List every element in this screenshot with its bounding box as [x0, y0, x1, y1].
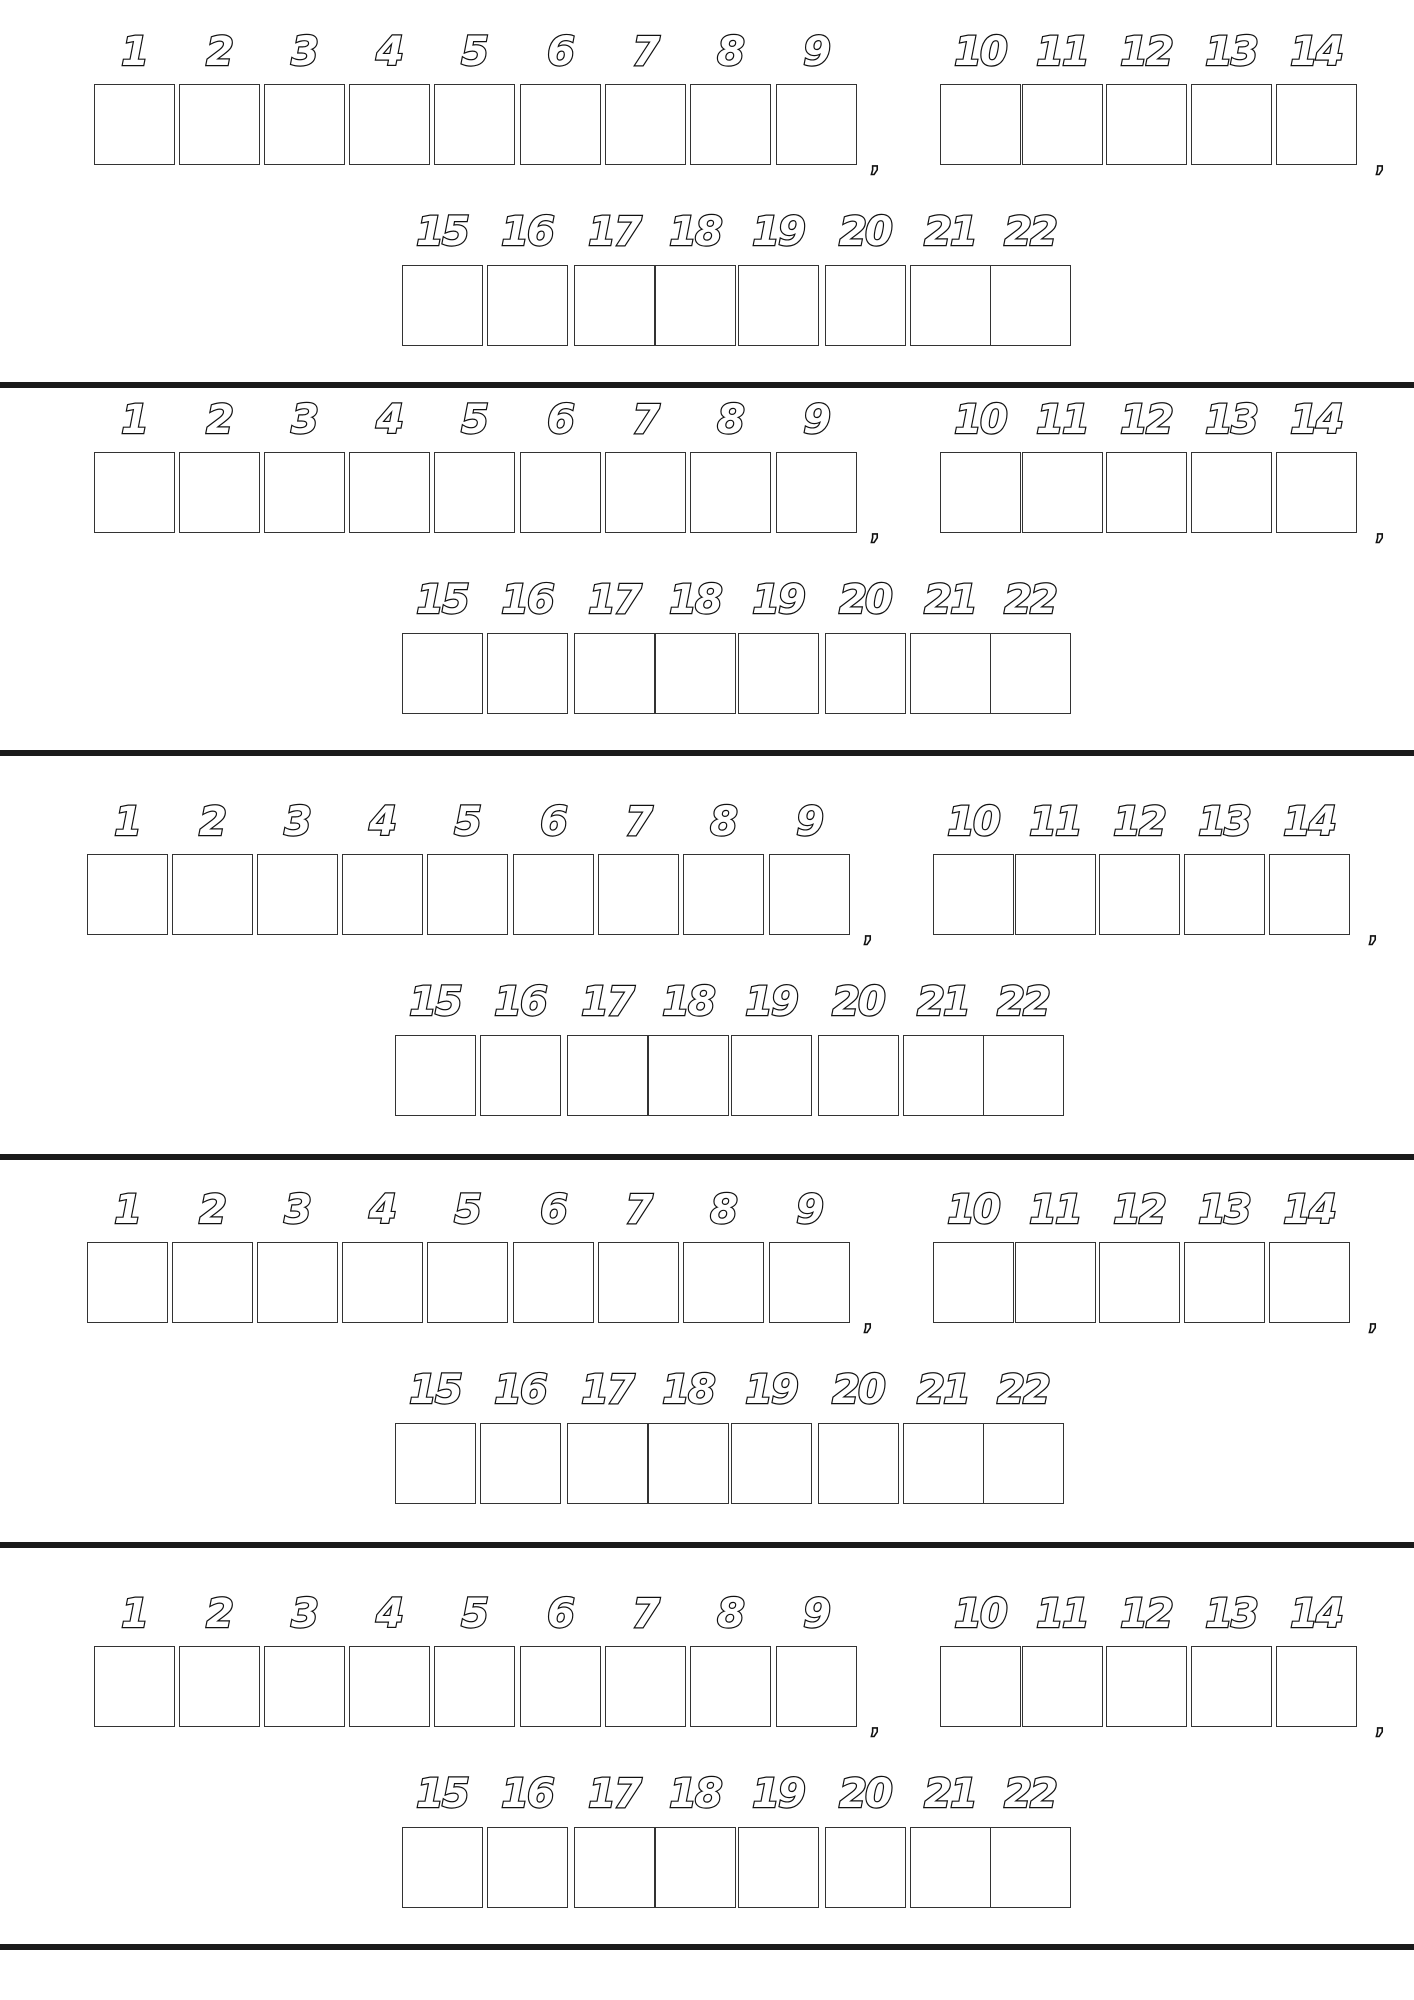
field-number-label: 21: [924, 209, 976, 255]
field-number-label: 4: [376, 1591, 402, 1637]
field-number-label: 8: [717, 397, 743, 443]
field-number-label: 18: [662, 1367, 714, 1413]
field-number-label: 20: [832, 979, 884, 1025]
field-number-label: 21: [917, 1367, 969, 1413]
separator-mark: ,: [1375, 148, 1385, 178]
entry-box[interactable]: [776, 84, 857, 165]
field-number-label: 18: [662, 979, 714, 1025]
field-number-label: 2: [206, 1591, 232, 1637]
field-number-label: 2: [199, 799, 225, 845]
entry-box[interactable]: [402, 265, 483, 346]
field-number-label: 17: [581, 979, 633, 1025]
field-number-label: 13: [1198, 799, 1250, 845]
entry-box[interactable]: [574, 633, 655, 714]
field-number-label: 21: [917, 979, 969, 1025]
field-number-label: 11: [1036, 397, 1088, 443]
field-number-label: 12: [1120, 397, 1172, 443]
entry-box[interactable]: [574, 1827, 655, 1908]
field-number-label: 18: [669, 1771, 721, 1817]
entry-box[interactable]: [738, 633, 819, 714]
entry-box[interactable]: [480, 1423, 561, 1504]
field-number-label: 8: [717, 29, 743, 75]
entry-box[interactable]: [1022, 1646, 1103, 1727]
entry-box[interactable]: [933, 854, 1014, 935]
separator-mark: ,: [1368, 1306, 1378, 1336]
entry-box[interactable]: [94, 452, 175, 533]
field-number-label: 6: [547, 397, 573, 443]
entry-box[interactable]: [487, 1827, 568, 1908]
field-number-label: 9: [803, 1591, 829, 1637]
entry-box[interactable]: [1106, 84, 1187, 165]
field-number-label: 17: [588, 577, 640, 623]
field-number-label: 12: [1120, 29, 1172, 75]
field-number-label: 18: [669, 209, 721, 255]
entry-box[interactable]: [825, 265, 906, 346]
entry-box[interactable]: [683, 1242, 764, 1323]
field-number-label: 8: [710, 1187, 736, 1233]
field-number-label: 7: [632, 397, 658, 443]
entry-box[interactable]: [1015, 1242, 1096, 1323]
field-number-label: 8: [710, 799, 736, 845]
field-number-label: 12: [1113, 799, 1165, 845]
entry-box[interactable]: [598, 854, 679, 935]
field-number-label: 19: [745, 979, 797, 1025]
entry-box[interactable]: [520, 452, 601, 533]
entry-box[interactable]: [427, 854, 508, 935]
separator-mark: ,: [870, 148, 880, 178]
field-number-label: 22: [997, 1367, 1049, 1413]
field-number-label: 10: [954, 1591, 1006, 1637]
field-number-label: 3: [284, 799, 310, 845]
entry-box[interactable]: [179, 452, 260, 533]
entry-box[interactable]: [342, 1242, 423, 1323]
field-number-label: 15: [409, 979, 461, 1025]
entry-box[interactable]: [172, 854, 253, 935]
entry-box[interactable]: [825, 1827, 906, 1908]
entry-box[interactable]: [910, 265, 991, 346]
field-number-label: 6: [540, 1187, 566, 1233]
entry-box[interactable]: [738, 265, 819, 346]
entry-box[interactable]: [598, 1242, 679, 1323]
entry-box[interactable]: [434, 1646, 515, 1727]
entry-box[interactable]: [605, 452, 686, 533]
field-number-label: 3: [284, 1187, 310, 1233]
field-number-label: 18: [669, 577, 721, 623]
form-section: [0, 368, 1414, 708]
field-number-label: 19: [752, 209, 804, 255]
field-number-label: 11: [1036, 1591, 1088, 1637]
field-number-label: 14: [1290, 29, 1342, 75]
entry-box[interactable]: [683, 854, 764, 935]
entry-box[interactable]: [910, 633, 991, 714]
field-number-label: 20: [839, 1771, 891, 1817]
entry-box[interactable]: [257, 1242, 338, 1323]
entry-box[interactable]: [264, 84, 345, 165]
entry-box[interactable]: [487, 633, 568, 714]
entry-box[interactable]: [567, 1035, 648, 1116]
separator-mark: ,: [870, 516, 880, 546]
entry-box[interactable]: [690, 452, 771, 533]
entry-box[interactable]: [434, 452, 515, 533]
field-number-label: 9: [803, 29, 829, 75]
field-number-label: 5: [461, 1591, 487, 1637]
entry-box[interactable]: [769, 1242, 850, 1323]
entry-box[interactable]: [434, 84, 515, 165]
field-number-label: 13: [1198, 1187, 1250, 1233]
field-number-label: 10: [954, 397, 1006, 443]
field-number-label: 11: [1029, 1187, 1081, 1233]
field-number-label: 16: [501, 209, 553, 255]
field-number-label: 14: [1290, 397, 1342, 443]
form-section: [0, 770, 1407, 1110]
field-number-label: 5: [461, 29, 487, 75]
field-number-label: 21: [924, 1771, 976, 1817]
field-number-label: 7: [625, 1187, 651, 1233]
entry-box[interactable]: [940, 1646, 1021, 1727]
separator-mark: ,: [863, 1306, 873, 1336]
form-section: [0, 1562, 1414, 1902]
entry-box[interactable]: [990, 265, 1071, 346]
entry-box[interactable]: [1184, 1242, 1265, 1323]
form-section: [0, 0, 1414, 340]
entry-box[interactable]: [769, 854, 850, 935]
entry-box[interactable]: [1099, 854, 1180, 935]
entry-box[interactable]: [825, 633, 906, 714]
field-number-label: 15: [416, 209, 468, 255]
field-number-label: 14: [1283, 1187, 1335, 1233]
entry-box[interactable]: [402, 633, 483, 714]
field-number-label: 14: [1290, 1591, 1342, 1637]
entry-box[interactable]: [574, 265, 655, 346]
entry-box[interactable]: [513, 1242, 594, 1323]
form-section: [0, 1158, 1407, 1498]
section-divider: [0, 1154, 1414, 1160]
entry-box[interactable]: [903, 1035, 984, 1116]
entry-box[interactable]: [738, 1827, 819, 1908]
entry-box[interactable]: [1269, 1242, 1350, 1323]
field-number-label: 1: [121, 397, 147, 443]
entry-box[interactable]: [776, 452, 857, 533]
separator-mark: ,: [1375, 516, 1385, 546]
entry-box[interactable]: [648, 1035, 729, 1116]
entry-box[interactable]: [94, 84, 175, 165]
field-number-label: 10: [947, 1187, 999, 1233]
entry-box[interactable]: [567, 1423, 648, 1504]
field-number-label: 4: [376, 29, 402, 75]
field-number-label: 22: [997, 979, 1049, 1025]
entry-box[interactable]: [940, 452, 1021, 533]
entry-box[interactable]: [1022, 452, 1103, 533]
entry-box[interactable]: [648, 1423, 729, 1504]
field-number-label: 15: [409, 1367, 461, 1413]
entry-box[interactable]: [179, 84, 260, 165]
field-number-label: 4: [376, 397, 402, 443]
field-number-label: 17: [581, 1367, 633, 1413]
section-divider: [0, 1944, 1414, 1950]
field-number-label: 16: [501, 1771, 553, 1817]
entry-box[interactable]: [940, 84, 1021, 165]
entry-box[interactable]: [655, 1827, 736, 1908]
entry-box[interactable]: [983, 1423, 1064, 1504]
field-number-label: 20: [839, 209, 891, 255]
entry-box[interactable]: [342, 854, 423, 935]
field-number-label: 4: [369, 1187, 395, 1233]
field-number-label: 22: [1004, 209, 1056, 255]
section-divider: [0, 1542, 1414, 1548]
entry-box[interactable]: [690, 1646, 771, 1727]
entry-box[interactable]: [264, 1646, 345, 1727]
entry-box[interactable]: [257, 854, 338, 935]
separator-mark: ,: [1375, 1710, 1385, 1740]
entry-box[interactable]: [395, 1035, 476, 1116]
entry-box[interactable]: [395, 1423, 476, 1504]
entry-box[interactable]: [1184, 854, 1265, 935]
field-number-label: 3: [291, 397, 317, 443]
separator-mark: ,: [870, 1710, 880, 1740]
entry-box[interactable]: [179, 1646, 260, 1727]
field-number-label: 6: [547, 29, 573, 75]
entry-box[interactable]: [605, 1646, 686, 1727]
entry-box[interactable]: [487, 265, 568, 346]
entry-box[interactable]: [264, 452, 345, 533]
field-number-label: 16: [494, 1367, 546, 1413]
field-number-label: 1: [121, 29, 147, 75]
field-number-label: 19: [745, 1367, 797, 1413]
entry-box[interactable]: [605, 84, 686, 165]
field-number-label: 17: [588, 1771, 640, 1817]
field-number-label: 16: [501, 577, 553, 623]
field-number-label: 6: [540, 799, 566, 845]
section-divider: [0, 382, 1414, 388]
entry-box[interactable]: [1106, 452, 1187, 533]
field-number-label: 5: [454, 1187, 480, 1233]
field-number-label: 2: [199, 1187, 225, 1233]
entry-box[interactable]: [1015, 854, 1096, 935]
field-number-label: 21: [924, 577, 976, 623]
field-number-label: 1: [114, 1187, 140, 1233]
entry-box[interactable]: [87, 854, 168, 935]
entry-box[interactable]: [818, 1035, 899, 1116]
entry-box[interactable]: [990, 633, 1071, 714]
field-number-label: 19: [752, 1771, 804, 1817]
field-number-label: 6: [547, 1591, 573, 1637]
field-number-label: 13: [1205, 29, 1257, 75]
entry-box[interactable]: [1276, 1646, 1357, 1727]
field-number-label: 17: [588, 209, 640, 255]
entry-box[interactable]: [933, 1242, 1014, 1323]
entry-box[interactable]: [1276, 84, 1357, 165]
entry-box[interactable]: [513, 854, 594, 935]
entry-box[interactable]: [990, 1827, 1071, 1908]
entry-box[interactable]: [1106, 1646, 1187, 1727]
entry-box[interactable]: [655, 633, 736, 714]
field-number-label: 19: [752, 577, 804, 623]
field-number-label: 10: [947, 799, 999, 845]
field-number-label: 4: [369, 799, 395, 845]
field-number-label: 10: [954, 29, 1006, 75]
entry-box[interactable]: [1191, 1646, 1272, 1727]
entry-box[interactable]: [349, 452, 430, 533]
field-number-label: 5: [454, 799, 480, 845]
entry-box[interactable]: [983, 1035, 1064, 1116]
entry-box[interactable]: [520, 1646, 601, 1727]
entry-box[interactable]: [776, 1646, 857, 1727]
entry-box[interactable]: [1191, 452, 1272, 533]
entry-box[interactable]: [427, 1242, 508, 1323]
entry-box[interactable]: [655, 265, 736, 346]
field-number-label: 3: [291, 29, 317, 75]
entry-box[interactable]: [172, 1242, 253, 1323]
field-number-label: 13: [1205, 1591, 1257, 1637]
entry-box[interactable]: [520, 84, 601, 165]
field-number-label: 22: [1004, 1771, 1056, 1817]
field-number-label: 7: [625, 799, 651, 845]
field-number-label: 11: [1029, 799, 1081, 845]
entry-box[interactable]: [1276, 452, 1357, 533]
field-number-label: 15: [416, 577, 468, 623]
entry-box[interactable]: [349, 1646, 430, 1727]
field-number-label: 1: [114, 799, 140, 845]
entry-box[interactable]: [731, 1423, 812, 1504]
entry-box[interactable]: [818, 1423, 899, 1504]
entry-box[interactable]: [1191, 84, 1272, 165]
field-number-label: 2: [206, 397, 232, 443]
entry-box[interactable]: [402, 1827, 483, 1908]
field-number-label: 7: [632, 1591, 658, 1637]
entry-box[interactable]: [1022, 84, 1103, 165]
field-number-label: 11: [1036, 29, 1088, 75]
separator-mark: ,: [1368, 918, 1378, 948]
separator-mark: ,: [863, 918, 873, 948]
field-number-label: 20: [832, 1367, 884, 1413]
field-number-label: 9: [796, 1187, 822, 1233]
field-number-label: 2: [206, 29, 232, 75]
entry-box[interactable]: [1269, 854, 1350, 935]
entry-box[interactable]: [480, 1035, 561, 1116]
field-number-label: 8: [717, 1591, 743, 1637]
field-number-label: 9: [803, 397, 829, 443]
field-number-label: 9: [796, 799, 822, 845]
entry-box[interactable]: [1099, 1242, 1180, 1323]
section-divider: [0, 750, 1414, 756]
entry-box[interactable]: [910, 1827, 991, 1908]
field-number-label: 12: [1113, 1187, 1165, 1233]
field-number-label: 12: [1120, 1591, 1172, 1637]
field-number-label: 20: [839, 577, 891, 623]
field-number-label: 5: [461, 397, 487, 443]
entry-box[interactable]: [94, 1646, 175, 1727]
field-number-label: 22: [1004, 577, 1056, 623]
entry-box[interactable]: [349, 84, 430, 165]
field-number-label: 13: [1205, 397, 1257, 443]
field-number-label: 15: [416, 1771, 468, 1817]
entry-box[interactable]: [903, 1423, 984, 1504]
entry-box[interactable]: [87, 1242, 168, 1323]
field-number-label: 14: [1283, 799, 1335, 845]
entry-box[interactable]: [690, 84, 771, 165]
field-number-label: 3: [291, 1591, 317, 1637]
entry-box[interactable]: [731, 1035, 812, 1116]
field-number-label: 1: [121, 1591, 147, 1637]
field-number-label: 7: [632, 29, 658, 75]
field-number-label: 16: [494, 979, 546, 1025]
